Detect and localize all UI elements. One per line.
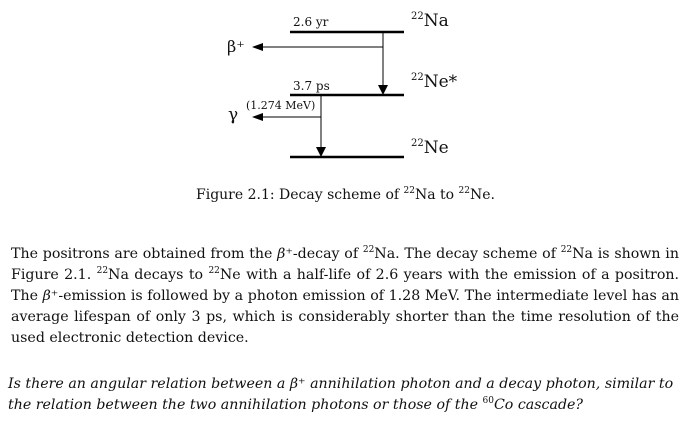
- label-ne-excited: $^{22}$Ne*: [411, 72, 458, 92]
- beta-branch-arrowhead: [378, 85, 388, 95]
- gamma-branch-arrowhead: [316, 147, 326, 157]
- halflife-ne-excited: 3.7 ps: [293, 79, 330, 93]
- question-paragraph: Is there an angular relation between a β⁺ annihilation photon and a decay photon, similar to the relation between the two annihilation photons or those of the $^{60}$Co cascade?: [8, 376, 674, 413]
- body-paragraph: The positrons are obtained from the β⁺-decay of $^{22}$Na. The decay scheme of $^{22}$Na is shown in Figure 2.1. $^{22}$Na decays to $^{22}$Ne with a half-life of 2.6 years with the emission of a positron. The β⁺-emission is followed by a photon emission of 1.28 MeV. The intermediate level has an average lifespan of only 3 ps, which is considerably shorter than the time resolution of the used electronic detection device.: [11, 245, 680, 346]
- figure-caption: Figure 2.1: Decay scheme of $^{22}$Na to $^{22}$Ne.: [196, 186, 495, 203]
- decay-scheme-diagram: [0, 0, 691, 180]
- halflife-na: 2.6 yr: [293, 15, 329, 29]
- gamma-emission-arrowhead: [252, 113, 263, 121]
- gamma-label: γ: [228, 105, 239, 125]
- beta-emission-arrowhead: [252, 43, 263, 51]
- label-ne-ground: $^{22}$Ne: [411, 138, 449, 158]
- gamma-energy: (1.274 MeV): [246, 99, 316, 112]
- beta-plus-label: β⁺: [227, 37, 245, 56]
- label-na: $^{22}$Na: [411, 11, 449, 31]
